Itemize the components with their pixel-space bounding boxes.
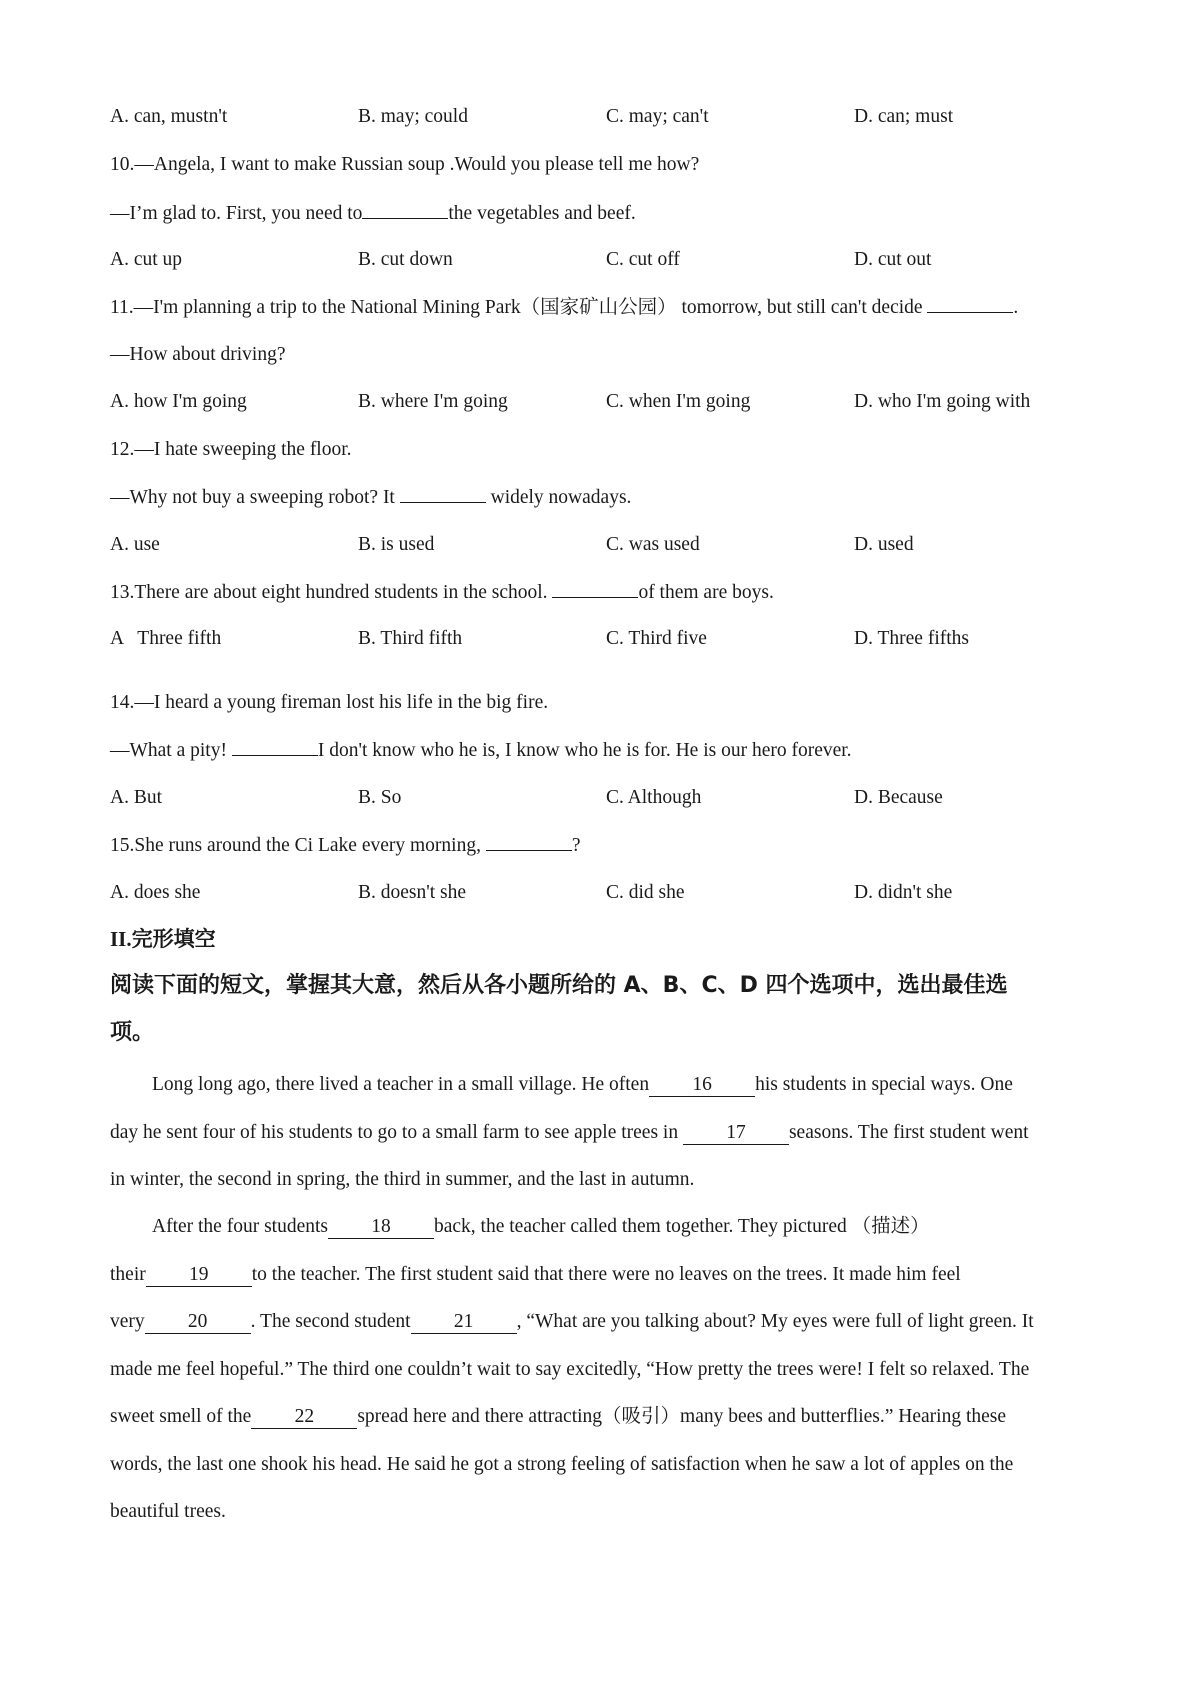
section-title: II.完形填空 <box>110 927 216 951</box>
section-instruction-line2: 项。 <box>110 1020 155 1045</box>
q11-stem-line2: —How about driving? <box>110 344 286 365</box>
q12-stem-part1: —Why not buy a sweeping robot? It <box>110 487 400 508</box>
passage-p2-line3 <box>110 1309 1100 1335</box>
q13-stem-part1: 13.There are about eight hundred students in the school. <box>110 582 553 603</box>
passage-text: Long long ago, there lived a teacher in a small village. He often <box>152 1074 650 1095</box>
q11-answer-blank[interactable] <box>927 294 1013 313</box>
q15-stem-part2: ? <box>571 835 581 856</box>
q14-stem-part2: I don't know who he is, I know who he is for. He is our hero forever. <box>317 740 852 761</box>
passage-p2-line6: words, the last one shook his head. He said he got a strong feeling of satisfaction when he saw a lot of apples on the <box>110 1454 1014 1475</box>
passage-p2-line7: beautiful trees. <box>110 1501 226 1522</box>
q14-option-b[interactable]: B. So <box>358 787 402 808</box>
q15-option-b[interactable]: B. doesn't she <box>358 882 467 903</box>
q12-stem-line1: 12.—I hate sweeping the floor. <box>110 439 352 460</box>
q9-option-b[interactable]: B. may; could <box>358 106 468 127</box>
q12-option-c[interactable]: C. was used <box>606 534 700 555</box>
passage-text: After the four students <box>152 1216 328 1237</box>
passage-text: . The second student <box>250 1311 411 1332</box>
passage-p2-line5 <box>110 1404 1100 1430</box>
q11-option-b[interactable]: B. where I'm going <box>358 391 508 412</box>
q11-stem-line1 <box>110 294 1100 321</box>
blank-19[interactable]: 19 <box>146 1264 252 1287</box>
passage-p1-line2 <box>110 1120 1100 1146</box>
q9-option-d[interactable]: D. can; must <box>854 106 954 127</box>
q10-option-a[interactable]: A. cut up <box>110 249 183 270</box>
passage-text: , “What are you talking about? My eyes were full of light green. It <box>516 1311 1034 1332</box>
passage-p1-line3: in winter, the second in spring, the third in summer, and the last in autumn. <box>110 1169 695 1190</box>
passage-text: very <box>110 1311 145 1332</box>
q10-stem-line1: 10.—Angela, I want to make Russian soup .Would you please tell me how? <box>110 154 700 175</box>
blank-21[interactable]: 21 <box>411 1311 517 1334</box>
q10-stem-line2 <box>110 200 1100 227</box>
q13-stem-part2: of them are boys. <box>638 582 774 603</box>
passage-text: their <box>110 1264 146 1285</box>
q10-option-c[interactable]: C. cut off <box>606 249 680 270</box>
q12-option-d[interactable]: D. used <box>854 534 914 555</box>
blank-22[interactable]: 22 <box>251 1406 357 1429</box>
blank-20[interactable]: 20 <box>145 1311 251 1334</box>
q15-answer-blank[interactable] <box>486 832 572 851</box>
passage-text: day he sent four of his students to go to a small farm to see apple trees in <box>110 1122 683 1143</box>
q9-option-a[interactable]: A. can, mustn't <box>110 106 228 127</box>
q15-stem-line1 <box>110 832 1100 859</box>
passage-p2-line1 <box>152 1214 1142 1240</box>
blank-17[interactable]: 17 <box>683 1122 789 1145</box>
q11-option-a[interactable]: A. how I'm going <box>110 391 247 412</box>
q15-option-d[interactable]: D. didn't she <box>854 882 953 903</box>
q13-answer-blank[interactable] <box>552 579 638 598</box>
passage-text: back, the teacher called them together. They pictured （描述） <box>434 1216 930 1237</box>
q11-option-d[interactable]: D. who I'm going with <box>854 391 1031 412</box>
passage-text: to the teacher. The first student said that there were no leaves on the trees. It made him feel <box>251 1264 961 1285</box>
passage-p1-line1 <box>152 1072 1142 1098</box>
q12-option-a[interactable]: A. use <box>110 534 160 555</box>
q15-option-c[interactable]: C. did she <box>606 882 685 903</box>
passage-text: seasons. The first student went <box>788 1122 1029 1143</box>
q10-stem-part1: —I’m glad to. First, you need to <box>110 203 363 224</box>
q13-option-a[interactable]: A Three fifth <box>110 628 222 649</box>
q12-answer-blank[interactable] <box>400 484 486 503</box>
q10-stem-part2: the vegetables and beef. <box>448 203 636 224</box>
q14-option-a[interactable]: A. But <box>110 787 163 808</box>
passage-text: his students in special ways. One <box>755 1074 1013 1095</box>
q14-stem-line2 <box>110 737 1100 764</box>
q14-stem-part1: —What a pity! <box>110 740 232 761</box>
passage-p2-line4: made me feel hopeful.” The third one couldn’t wait to say excitedly, “How pretty the trees were! I felt so relaxed. The <box>110 1359 1030 1380</box>
passage-text: sweet smell of the <box>110 1406 252 1427</box>
q14-option-d[interactable]: D. Because <box>854 787 943 808</box>
q12-stem-line2 <box>110 484 1100 511</box>
q10-answer-blank[interactable] <box>362 200 448 219</box>
q10-option-d[interactable]: D. cut out <box>854 249 932 270</box>
q13-option-d[interactable]: D. Three fifths <box>854 628 969 649</box>
section-instruction-line1: 阅读下面的短文，掌握其大意，然后从各小题所给的 A、B、C、D 四个选项中，选出最佳选 <box>110 973 1008 998</box>
q13-option-c[interactable]: C. Third five <box>606 628 707 649</box>
q9-option-c[interactable]: C. may; can't <box>606 106 709 127</box>
blank-16[interactable]: 16 <box>649 1074 755 1097</box>
q12-option-b[interactable]: B. is used <box>358 534 435 555</box>
blank-18[interactable]: 18 <box>328 1216 434 1239</box>
passage-p2-line2 <box>110 1262 1100 1288</box>
q14-stem-line1: 14.—I heard a young fireman lost his life in the big fire. <box>110 692 549 713</box>
q11-stem-part1: 11.—I'm planning a trip to the National Mining Park（国家矿山公园） tomorrow, but still can't decide <box>110 297 928 318</box>
q12-stem-part2: widely nowadays. <box>485 487 632 508</box>
q14-answer-blank[interactable] <box>232 737 318 756</box>
q14-option-c[interactable]: C. Although <box>606 787 702 808</box>
q10-option-b[interactable]: B. cut down <box>358 249 453 270</box>
passage-text: spread here and there attracting（吸引）many bees and butterflies.” Hearing these <box>357 1406 1007 1427</box>
q11-option-c[interactable]: C. when I'm going <box>606 391 751 412</box>
q15-stem-part1: 15.She runs around the Ci Lake every morning, <box>110 835 486 856</box>
q13-stem-line1 <box>110 579 1100 606</box>
q13-option-b[interactable]: B. Third fifth <box>358 628 463 649</box>
q15-option-a[interactable]: A. does she <box>110 882 201 903</box>
q11-stem-part2: . <box>1013 297 1019 318</box>
